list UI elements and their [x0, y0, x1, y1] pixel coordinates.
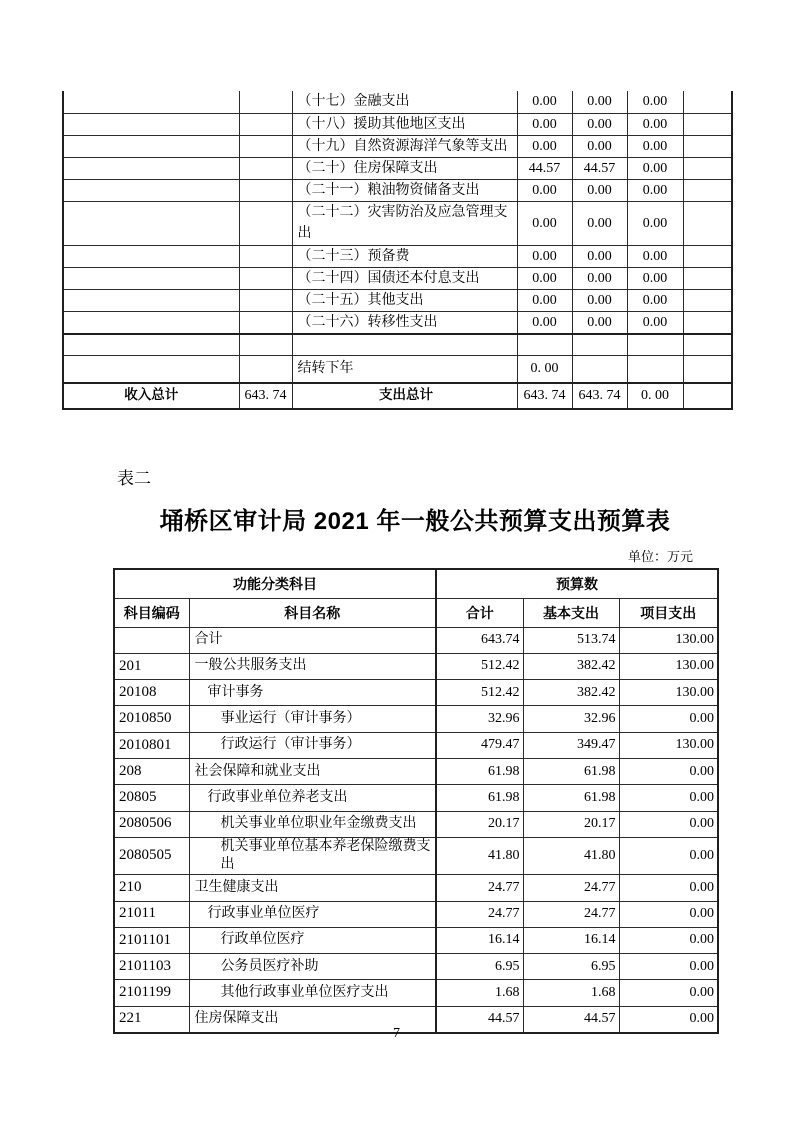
cell: 0.00	[572, 135, 627, 157]
subject-code-cell: 2101199	[114, 980, 189, 1006]
header-functional-classification: 功能分类科目	[114, 569, 436, 598]
total-cell: 24.77	[436, 901, 523, 927]
cell: 0.00	[517, 179, 572, 201]
header-subject-code: 科目编码	[114, 598, 189, 627]
cell: 0.00	[572, 311, 627, 334]
cell	[683, 383, 732, 409]
table-row	[114, 875, 718, 901]
subject-name-cell: 事业运行（审计事务）	[189, 706, 436, 732]
cell	[239, 91, 292, 113]
table-row	[63, 383, 732, 409]
cell: （十九）自然资源海洋气象等支出	[292, 135, 517, 157]
cell	[239, 179, 292, 201]
cell	[683, 113, 732, 135]
cell: （二十六）转移性支出	[292, 311, 517, 334]
cell	[63, 334, 239, 356]
cell: 0.00	[627, 289, 683, 311]
cell	[63, 267, 239, 289]
table-row	[114, 653, 718, 679]
subject-name-cell: 公务员医疗补助	[189, 954, 436, 980]
expenditure-table-body	[114, 627, 718, 1033]
cell	[239, 267, 292, 289]
subject-code-cell: 2080506	[114, 811, 189, 837]
cell: 0.00	[517, 201, 572, 245]
cell: 支出总计	[292, 383, 517, 409]
subject-code-cell: 201	[114, 653, 189, 679]
cell	[627, 334, 683, 356]
cell: 0.00	[572, 91, 627, 113]
cell: 0.00	[517, 289, 572, 311]
total-cell: 479.47	[436, 732, 523, 758]
cell	[683, 267, 732, 289]
table-row	[114, 785, 718, 811]
cell	[63, 91, 239, 113]
cell	[683, 334, 732, 356]
table2-title: 埇桥区审计局 2021 年一般公共预算支出预算表	[159, 508, 671, 535]
basic-expenditure-cell: 41.80	[523, 837, 619, 874]
basic-expenditure-cell: 24.77	[523, 875, 619, 901]
cell: 643. 74	[572, 383, 627, 409]
cell: （二十）住房保障支出	[292, 157, 517, 179]
table-row	[63, 135, 732, 157]
cell	[683, 91, 732, 113]
table-row	[114, 837, 718, 874]
project-expenditure-cell: 0.00	[619, 758, 718, 784]
cell: 0.00	[517, 267, 572, 289]
header-budget-figures: 预算数	[436, 569, 718, 598]
cell	[63, 311, 239, 334]
table2-label: 表二	[117, 469, 151, 488]
subject-code-cell: 210	[114, 875, 189, 901]
project-expenditure-cell: 130.00	[619, 732, 718, 758]
cell	[63, 245, 239, 267]
cell: （二十二）灾害防治及应急管理支出	[292, 201, 517, 245]
cell	[63, 289, 239, 311]
cell: 0.00	[627, 157, 683, 179]
cell: 0.00	[517, 135, 572, 157]
budget-balance-table-body	[63, 91, 732, 409]
cell	[239, 311, 292, 334]
cell: 0.00	[572, 179, 627, 201]
project-expenditure-cell: 0.00	[619, 837, 718, 874]
cell	[239, 201, 292, 245]
basic-expenditure-cell: 61.98	[523, 758, 619, 784]
cell	[683, 289, 732, 311]
cell: 0.00	[627, 267, 683, 289]
basic-expenditure-cell: 24.77	[523, 901, 619, 927]
cell: 0.00	[572, 113, 627, 135]
table-row	[114, 954, 718, 980]
subject-name-cell: 一般公共服务支出	[189, 653, 436, 679]
table-row	[114, 706, 718, 732]
subject-code-cell: 21011	[114, 901, 189, 927]
subject-code-cell: 20805	[114, 785, 189, 811]
subject-name-cell: 行政运行（审计事务）	[189, 732, 436, 758]
header-basic-expenditure: 基本支出	[523, 598, 619, 627]
cell: 0.00	[517, 91, 572, 113]
cell: 0.00	[627, 201, 683, 245]
subject-name-cell: 机关事业单位基本养老保险缴费支出	[189, 837, 436, 874]
table-row	[114, 627, 718, 653]
subject-name-cell: 卫生健康支出	[189, 875, 436, 901]
cell	[683, 311, 732, 334]
cell	[63, 179, 239, 201]
cell: 0. 00	[627, 383, 683, 409]
cell	[683, 245, 732, 267]
total-cell: 24.77	[436, 875, 523, 901]
project-expenditure-cell: 0.00	[619, 980, 718, 1006]
cell: 0.00	[627, 311, 683, 334]
cell	[239, 113, 292, 135]
basic-expenditure-cell: 382.42	[523, 680, 619, 706]
cell	[572, 356, 627, 383]
table-row	[63, 201, 732, 245]
table-row	[63, 334, 732, 356]
cell	[683, 157, 732, 179]
table-row	[63, 179, 732, 201]
cell: （二十一）粮油物资储备支出	[292, 179, 517, 201]
header-total: 合计	[436, 598, 523, 627]
cell: 结转下年	[292, 356, 517, 383]
cell	[239, 289, 292, 311]
table-row	[63, 311, 732, 334]
cell: 0. 00	[517, 356, 572, 383]
table-row	[63, 289, 732, 311]
subject-code-cell: 2101103	[114, 954, 189, 980]
project-expenditure-cell: 0.00	[619, 927, 718, 953]
table-row	[114, 901, 718, 927]
project-expenditure-cell: 0.00	[619, 1006, 718, 1032]
cell	[239, 245, 292, 267]
cell	[683, 179, 732, 201]
cell: 0.00	[627, 113, 683, 135]
subject-name-cell: 行政事业单位养老支出	[189, 785, 436, 811]
header-subject-name: 科目名称	[189, 598, 436, 627]
total-cell: 41.80	[436, 837, 523, 874]
cell	[683, 356, 732, 383]
basic-expenditure-cell: 349.47	[523, 732, 619, 758]
cell: 0.00	[627, 135, 683, 157]
cell: 收入总计	[63, 383, 239, 409]
subject-name-cell: 审计事务	[189, 680, 436, 706]
subject-name-cell: 合计	[189, 627, 436, 653]
cell	[683, 201, 732, 245]
cell	[63, 201, 239, 245]
subject-code-cell: 20108	[114, 680, 189, 706]
table-row	[114, 811, 718, 837]
basic-expenditure-cell: 6.95	[523, 954, 619, 980]
cell: 643. 74	[239, 383, 292, 409]
subject-code-cell: 2010850	[114, 706, 189, 732]
cell: 0.00	[572, 267, 627, 289]
cell	[239, 135, 292, 157]
table-row	[114, 680, 718, 706]
basic-expenditure-cell: 382.42	[523, 653, 619, 679]
budget-balance-table	[62, 91, 733, 410]
cell	[63, 356, 239, 383]
project-expenditure-cell: 0.00	[619, 785, 718, 811]
project-expenditure-cell: 0.00	[619, 706, 718, 732]
project-expenditure-cell: 130.00	[619, 680, 718, 706]
cell	[627, 356, 683, 383]
cell: 0.00	[517, 245, 572, 267]
total-cell: 44.57	[436, 1006, 523, 1032]
subject-code-cell: 208	[114, 758, 189, 784]
cell: 643. 74	[517, 383, 572, 409]
table-row	[114, 758, 718, 784]
cell	[63, 157, 239, 179]
table-row	[114, 732, 718, 758]
table-row	[63, 267, 732, 289]
cell: 0.00	[517, 311, 572, 334]
subject-name-cell: 社会保障和就业支出	[189, 758, 436, 784]
cell	[292, 334, 517, 356]
table-row	[63, 356, 732, 383]
page-number: 7	[393, 1026, 400, 1041]
basic-expenditure-cell: 513.74	[523, 627, 619, 653]
total-cell: 643.74	[436, 627, 523, 653]
total-cell: 32.96	[436, 706, 523, 732]
subject-code-cell	[114, 627, 189, 653]
cell: （十八）援助其他地区支出	[292, 113, 517, 135]
basic-expenditure-cell: 32.96	[523, 706, 619, 732]
project-expenditure-cell: 0.00	[619, 875, 718, 901]
subject-name-cell: 机关事业单位职业年金缴费支出	[189, 811, 436, 837]
project-expenditure-cell: 130.00	[619, 653, 718, 679]
subject-name-cell: 行政单位医疗	[189, 927, 436, 953]
project-expenditure-cell: 0.00	[619, 811, 718, 837]
subject-code-cell: 2080505	[114, 837, 189, 874]
subject-code-cell: 2010801	[114, 732, 189, 758]
total-cell: 512.42	[436, 653, 523, 679]
total-cell: 6.95	[436, 954, 523, 980]
cell: （十七）金融支出	[292, 91, 517, 113]
cell: （二十三）预备费	[292, 245, 517, 267]
table-row	[114, 980, 718, 1006]
cell: 44.57	[572, 157, 627, 179]
subject-code-cell: 2101101	[114, 927, 189, 953]
subject-name-cell: 住房保障支出	[189, 1006, 436, 1032]
cell: 0.00	[517, 113, 572, 135]
subject-code-cell: 221	[114, 1006, 189, 1032]
cell	[239, 334, 292, 356]
cell: 0.00	[627, 91, 683, 113]
expenditure-budget-table	[113, 568, 719, 1034]
total-cell: 16.14	[436, 927, 523, 953]
cell: 0.00	[627, 179, 683, 201]
total-cell: 20.17	[436, 811, 523, 837]
table2-unit: 单位：万元	[627, 549, 693, 564]
cell: 0.00	[627, 245, 683, 267]
table-row	[63, 91, 732, 113]
project-expenditure-cell: 0.00	[619, 954, 718, 980]
total-cell: 61.98	[436, 758, 523, 784]
basic-expenditure-cell: 1.68	[523, 980, 619, 1006]
subject-name-cell: 行政事业单位医疗	[189, 901, 436, 927]
cell: 0.00	[572, 245, 627, 267]
cell	[517, 334, 572, 356]
total-cell: 61.98	[436, 785, 523, 811]
table-row	[63, 157, 732, 179]
cell	[239, 157, 292, 179]
basic-expenditure-cell: 61.98	[523, 785, 619, 811]
table-row	[63, 245, 732, 267]
header-project-expenditure: 项目支出	[619, 598, 718, 627]
cell: （二十五）其他支出	[292, 289, 517, 311]
table-row	[114, 927, 718, 953]
total-cell: 1.68	[436, 980, 523, 1006]
basic-expenditure-cell: 20.17	[523, 811, 619, 837]
basic-expenditure-cell: 44.57	[523, 1006, 619, 1032]
cell: 0.00	[572, 201, 627, 245]
table-row	[63, 113, 732, 135]
expenditure-table-header	[114, 569, 718, 627]
project-expenditure-cell: 0.00	[619, 901, 718, 927]
cell: 0.00	[572, 289, 627, 311]
cell	[572, 334, 627, 356]
cell	[683, 135, 732, 157]
basic-expenditure-cell: 16.14	[523, 927, 619, 953]
cell	[239, 356, 292, 383]
project-expenditure-cell: 130.00	[619, 627, 718, 653]
cell	[63, 135, 239, 157]
subject-name-cell: 其他行政事业单位医疗支出	[189, 980, 436, 1006]
total-cell: 512.42	[436, 680, 523, 706]
cell: 44.57	[517, 157, 572, 179]
cell	[63, 113, 239, 135]
cell: （二十四）国债还本付息支出	[292, 267, 517, 289]
